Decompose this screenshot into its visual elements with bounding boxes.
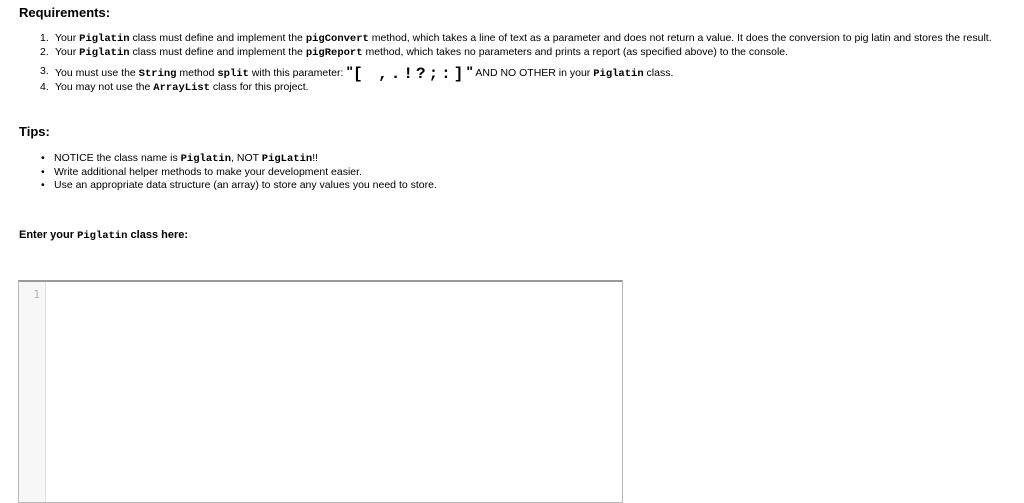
method-name-code: pigConvert	[305, 33, 369, 45]
code-entry-label: Enter your Piglatin class here:	[19, 229, 189, 242]
bullet-icon: •	[41, 152, 45, 164]
tip-item: • Use an appropriate data structure (an array) to store any values you need to store.	[41, 179, 437, 191]
requirement-item: 2. Your Piglatin class must define and implement the pigReport method, which takes no parameters and prints a report (as specified above) to the console.	[40, 46, 789, 59]
class-name-code: ArrayList	[153, 82, 210, 94]
code-editor[interactable]	[18, 280, 623, 503]
requirement-item: 4. You may not use the ArrayList class for this project.	[40, 81, 309, 94]
split-param-quote-close: "	[466, 63, 474, 79]
class-name-code: String	[138, 68, 177, 80]
bullet-icon: •	[41, 166, 45, 178]
tip-item: • Write additional helper methods to make your development easier.	[41, 166, 362, 178]
class-name-code: Piglatin	[79, 33, 130, 45]
method-name-code: pigReport	[305, 47, 363, 59]
class-name-code: PigLatin	[261, 153, 313, 165]
class-name-code: Piglatin	[180, 153, 232, 165]
tips-list	[38, 152, 437, 192]
requirement-item: 3. You must use the String method split with this parameter: "[ ,.!?;:]" AND NO OTHER in your Piglatin class.	[40, 63, 674, 83]
requirements-list	[34, 32, 1014, 95]
line-number-gutter	[19, 282, 46, 502]
tip-item: • NOTICE the class name is Piglatin, NOT PigLatin!!	[41, 152, 319, 165]
tips-heading: Tips:	[19, 124, 50, 139]
class-name-code: Piglatin	[593, 68, 644, 80]
split-param-quote-open: "	[346, 63, 353, 79]
code-input-area[interactable]	[46, 282, 622, 502]
split-param: [ ,.!?;:]	[352, 65, 467, 83]
class-name-code: Piglatin	[79, 47, 130, 59]
method-name-code: split	[217, 68, 249, 80]
requirement-item: 1. Your Piglatin class must define and implement the pigConvert method, which takes a line of text as a parameter and does not return a value. It does the conversion to pig latin and stores the result.	[40, 32, 992, 45]
line-number: 1	[33, 288, 40, 301]
bullet-icon: •	[41, 179, 45, 191]
requirements-heading: Requirements:	[19, 5, 111, 20]
class-name-code: Piglatin	[77, 230, 128, 242]
